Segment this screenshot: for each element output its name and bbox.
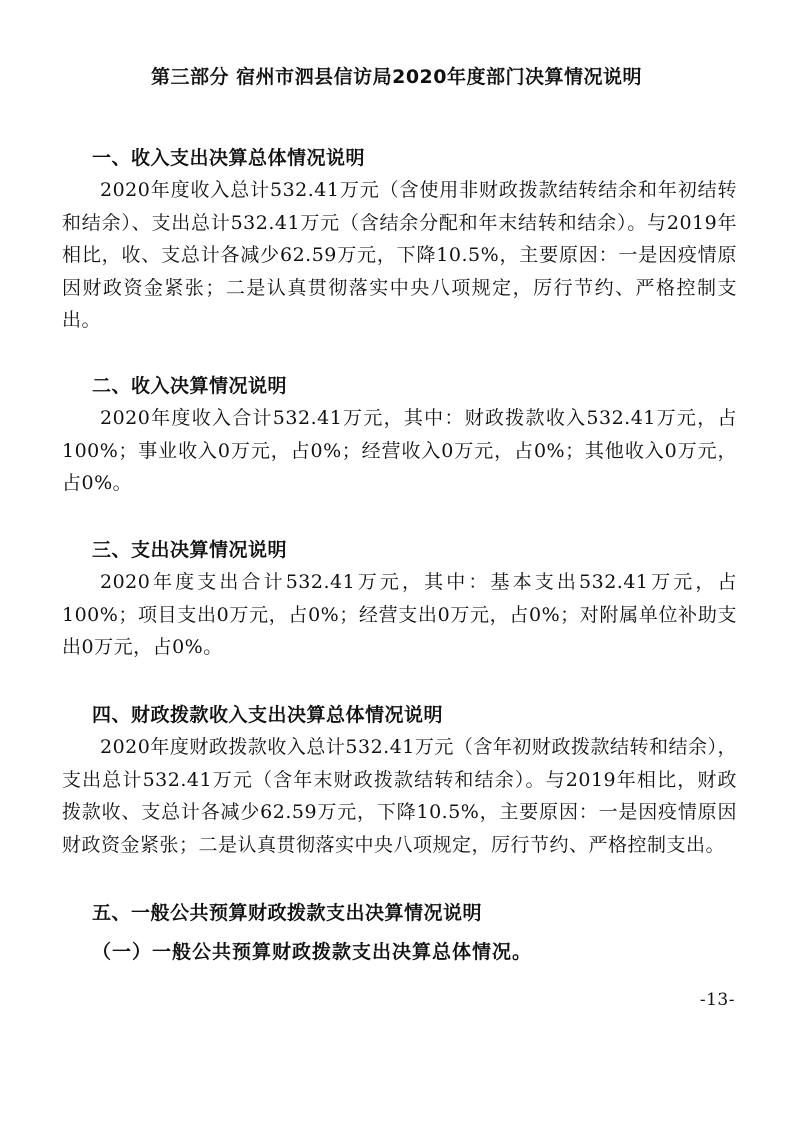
section-heading-1: 一、收入支出决算总体情况说明 [92, 147, 366, 169]
section-heading-2: 二、收入决算情况说明 [92, 375, 288, 397]
section-paragraph-3: 2020年度支出合计532.41万元，其中：基本支出532.41万元，占100%；项目支出0万元，占0%；经营支出0万元，占0%；对附属单位补助支出0万元，占0%。 [62, 571, 737, 658]
section-heading-5: 五、一般公共预算财政拨款支出决算情况说明 [92, 902, 483, 924]
section-paragraph-1: 2020年度收入总计532.41万元（含使用非财政拨款结转结余和年初结转和结余）、支出总计532.41万元（含结余分配和年末结转和结余）。与2019年相比，收、支总计各减少62.59万元，下降10.5%，主要原因：一是因疫情原因财政资金紧张；二是认真贯彻落实中央八项规定，厉行节约、严格控制支出。 [62, 179, 737, 331]
section-heading-4: 四、财政拨款收入支出决算总体情况说明 [92, 704, 444, 726]
section-paragraph-4: 2020年度财政拨款收入总计532.41万元（含年初财政拨款结转和结余），支出总计532.41万元（含年末财政拨款结转和结余）。与2019年相比，财政拨款收、支总计各减少62.59万元，下降10.5%，主要原因：一是因疫情原因财政资金紧张；二是认真贯彻落实中央八项规定，厉行节约、严格控制支出。 [62, 736, 737, 856]
section-heading-3: 三、支出决算情况说明 [92, 539, 288, 561]
page-number: -13- [699, 990, 735, 1010]
document-title: 第三部分 宿州市泗县信访局2020年度部门决算情况说明 [151, 66, 642, 88]
section-paragraph-2: 2020年度收入合计532.41万元，其中：财政拨款收入532.41万元，占100%；事业收入0万元，占0%；经营收入0万元，占0%；其他收入0万元，占0%。 [62, 407, 737, 494]
subsection-heading: （一）一般公共预算财政拨款支出决算总体情况。 [92, 941, 533, 963]
